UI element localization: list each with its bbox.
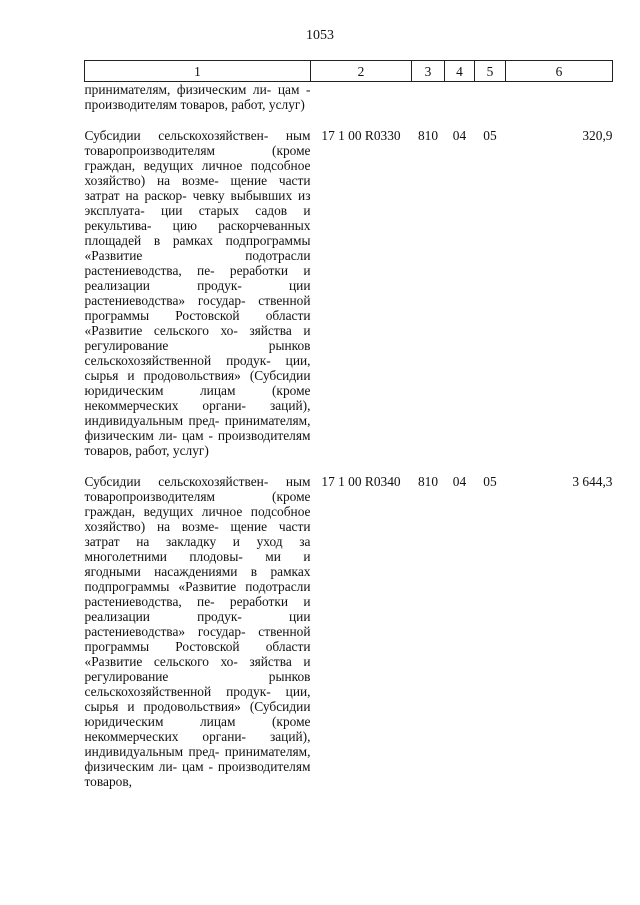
table-row	[85, 128, 613, 458]
row-amount: 320,9	[582, 128, 613, 143]
row-subsection: 05	[483, 474, 497, 489]
column-header-1: 1	[85, 61, 311, 82]
budget-table	[84, 60, 613, 789]
row-section: 04	[452, 474, 467, 489]
row-target-code: 17 1 00 R0340	[321, 474, 401, 489]
column-header-5: 5	[475, 61, 506, 82]
column-header-4: 4	[445, 61, 475, 82]
table-row	[85, 474, 613, 789]
table-row-continuation	[85, 82, 613, 113]
column-header-2: 2	[311, 61, 412, 82]
page-number: 1053	[306, 28, 334, 43]
row-name-text: Субсидии сельскохозяйствен- ным товаропроизводителям (кроме граждан, ведущих личное подсобное хозяйство) на возме- щение части затрат на закладку и уход за многолетними плодовы- ми и ягодными насаждениями в рамках подпрограммы «Развитие подотрасли растениеводства, пе- реработки и реализации продук- ции растениеводства» государ- ственной программы Ростовской области «Развитие сельского хо- зяйства и регулирование рынков сельскохозяйственной продук- ции, сырья и продовольствия» (Субсидии юридическим лицам (кроме некоммерческих органи- заций), индивидуальным пред- принимателям, физическим ли- цам - производителям товаров,	[84, 474, 311, 789]
row-expense-type: 810	[417, 474, 439, 489]
row-section: 04	[452, 128, 467, 143]
row-name-text: принимателям, физическим ли- цам - производителям товаров, работ, услуг)	[84, 82, 311, 112]
table-header-row	[85, 61, 613, 82]
row-amount: 3 644,3	[572, 474, 613, 489]
column-header-3: 3	[412, 61, 445, 82]
row-target-code: 17 1 00 R0330	[321, 128, 401, 143]
row-expense-type: 810	[417, 128, 439, 143]
row-subsection: 05	[483, 128, 497, 143]
column-header-6: 6	[506, 61, 613, 82]
row-name-text: Субсидии сельскохозяйствен- ным товаропроизводителям (кроме граждан, ведущих личное подсобное хозяйство) на возме- щение части затрат на раскор- чевку выбывших из эксплуата- ции старых садов и рекультива- цию раскорчеванных площадей в рамках подпрограммы «Развитие подотрасли растениеводства, пе- реработки и реализации продук- ции растениеводства» государ- ственной программы Ростовской области «Развитие сельского хо- зяйства и регулирование рынков сельскохозяйственной продук- ции, сырья и продовольствия» (Субсидии юридическим лицам (кроме некоммерческих органи- заций), индивидуальным пред- принимателям, физическим ли- цам - производителям товаров, работ, услуг)	[84, 128, 311, 458]
